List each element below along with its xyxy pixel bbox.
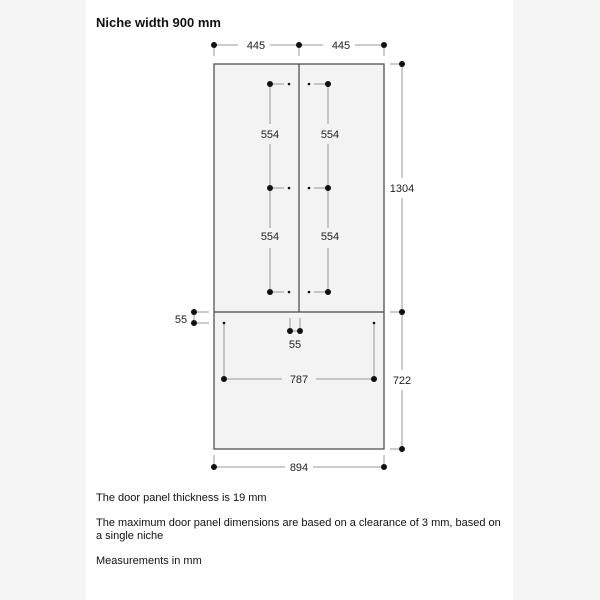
appliance-panels — [214, 64, 384, 449]
notes-section — [96, 492, 506, 580]
left-gap-dimension — [175, 309, 209, 326]
note-panel-thickness: The door panel thickness is 19 mm — [96, 492, 267, 504]
dim-right-handle-upper: 554 — [320, 129, 340, 141]
dim-left-width: 445 — [246, 40, 266, 52]
top-width-dimension — [211, 40, 387, 56]
bottom-width-dimension — [211, 455, 387, 474]
dim-bottom-width: 894 — [289, 462, 309, 474]
dim-right-handle-lower: 554 — [320, 231, 340, 243]
note-units: Measurements in mm — [96, 555, 202, 567]
dim-right-width: 445 — [331, 40, 351, 52]
dim-height-upper: 1304 — [389, 183, 415, 195]
dim-gap-horizontal: 55 — [288, 339, 302, 351]
dim-gap-vertical: 55 — [174, 314, 188, 326]
dim-height-lower: 722 — [392, 375, 412, 387]
dim-left-handle-lower: 554 — [260, 231, 280, 243]
note-clearance: The maximum door panel dimensions are based on a clearance of 3 mm, based on a single niche — [96, 517, 501, 542]
right-height-dimension — [390, 61, 414, 452]
dim-drawer-handle-width: 787 — [289, 374, 309, 386]
page-title: Niche width 900 mm — [96, 15, 221, 30]
dim-left-handle-upper: 554 — [260, 129, 280, 141]
